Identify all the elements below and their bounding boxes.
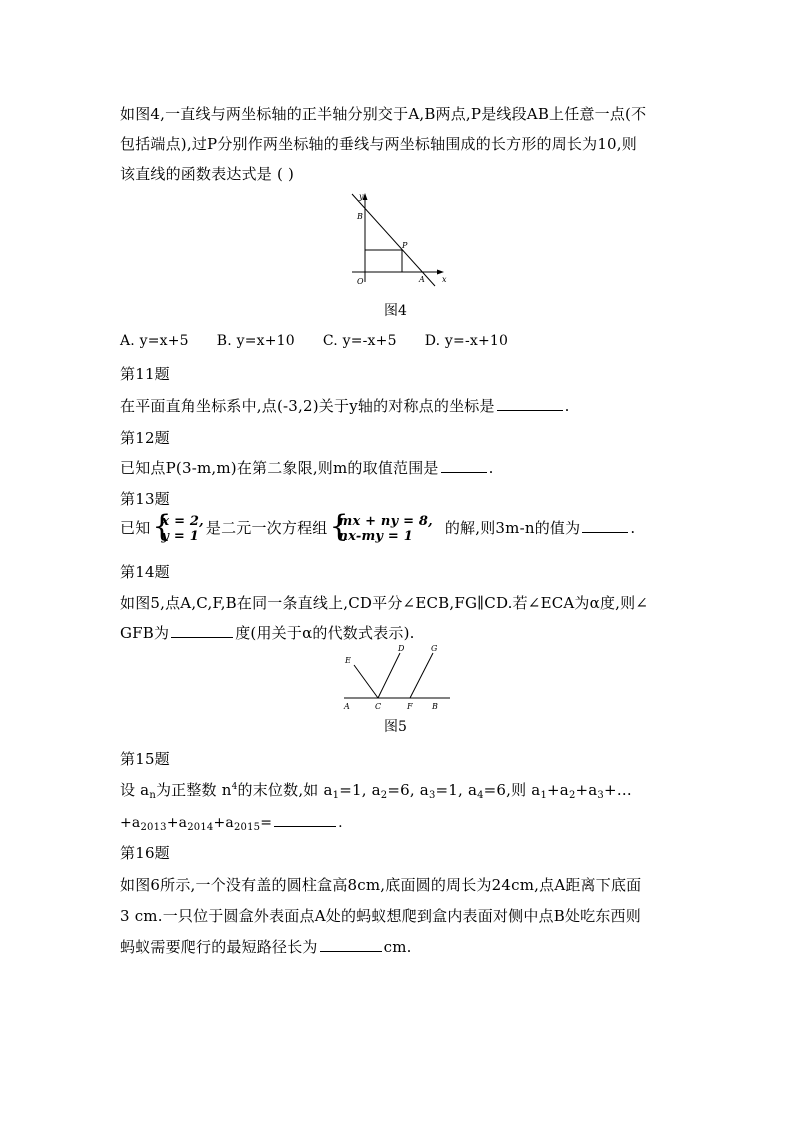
q15-t: 为正整数 n <box>155 781 232 799</box>
answer-blank <box>441 458 487 473</box>
q10-line-3: 该直线的函数表达式是 ( ) <box>120 165 295 183</box>
fig4-label-y: y <box>359 192 364 201</box>
brace-icon: { <box>329 509 349 544</box>
q15-sub-n: n <box>149 790 156 801</box>
system-2 <box>329 509 433 544</box>
q11-end: . <box>564 397 570 415</box>
fig4-label-a: A <box>419 275 425 284</box>
option-c: C. y=-x+5 <box>322 333 397 349</box>
q15-t: =1, a <box>435 781 478 799</box>
q15-sub: 2 <box>568 790 576 801</box>
q13-text <box>120 509 636 544</box>
q12-end: . <box>488 459 494 477</box>
q11-header: 第11题 <box>120 365 170 383</box>
q15-t: +a <box>120 815 141 831</box>
q15-sup: 4 <box>231 782 238 792</box>
sys2-row1: mx + ny = 8, <box>338 514 433 529</box>
q10-options <box>120 333 508 349</box>
q15-sub: 2014 <box>187 822 214 833</box>
q16-line-3 <box>120 936 412 957</box>
fig4-label-p: P <box>402 241 408 250</box>
q15-t: = <box>260 815 273 831</box>
q16-line-1: 如图6所示,一个没有盖的圆柱盒高8cm,底面圆的周长为24cm,点A距离下底面 <box>120 876 642 894</box>
fig5-label-f: F <box>407 702 413 711</box>
q11-text <box>120 395 570 416</box>
answer-blank <box>171 623 233 638</box>
fig5-label-g: G <box>431 644 438 653</box>
fig4-label-x: x <box>442 275 447 284</box>
q15-t: +a <box>166 815 188 831</box>
answer-blank <box>320 937 382 952</box>
option-b: B. y=x+10 <box>216 333 295 349</box>
figure-4-caption: 图4 <box>384 303 407 319</box>
q12-text <box>120 457 494 478</box>
fig5-label-a: A <box>344 702 350 711</box>
option-d: D. y=-x+10 <box>424 333 509 349</box>
q14-line-1: 如图5,点A,C,F,B在同一条直线上,CD平分∠ECB,FG∥CD.若∠ECA为α度,则∠ <box>120 594 649 612</box>
option-a: A. y=x+5 <box>120 333 189 349</box>
q15-t: =6,则 a <box>483 781 541 799</box>
answer-blank <box>497 396 563 411</box>
figure-5 <box>340 643 455 713</box>
q15-sub: 1 <box>332 790 340 801</box>
q14-line2-pre: GFB为 <box>120 624 170 642</box>
q13-header: 第13题 <box>120 490 170 508</box>
q15-sub: 3 <box>428 790 436 801</box>
answer-blank <box>582 518 628 533</box>
q15-t: +… <box>603 781 632 799</box>
brace-icon: { <box>152 509 172 544</box>
q15-header: 第15题 <box>120 750 170 768</box>
q13-post: 的解,则3m-n的值为 <box>444 519 581 537</box>
q14-header: 第14题 <box>120 563 170 581</box>
q15-t: +a <box>213 815 234 831</box>
figure-5-caption: 图5 <box>384 719 407 735</box>
fig4-label-o: O <box>357 277 364 286</box>
q10-line-2: 包括端点),过P分别作两坐标轴的垂线与两坐标轴围成的长方形的周长为10,则 <box>120 135 637 153</box>
q15-t: +a <box>547 781 569 799</box>
fig5-label-e: E <box>345 656 351 665</box>
q15-sub: 3 <box>597 790 604 801</box>
q15-sub: 4 <box>477 790 484 801</box>
q15-t: 设 a <box>120 781 150 799</box>
q16-header: 第16题 <box>120 844 170 862</box>
q15-t: =1, a <box>339 781 381 799</box>
fig5-label-b: B <box>432 702 438 711</box>
q16-line-2: 3 cm.一只位于圆盒外表面点A处的蚂蚁想爬到盒内表面对侧中点B处吃东西则 <box>120 907 641 925</box>
q15-sub: 1 <box>540 790 548 801</box>
q15-t: 的末位数,如 a <box>237 781 333 799</box>
system-1 <box>152 509 204 544</box>
q10-line-1: 如图4,一直线与两坐标轴的正半轴分别交于A,B两点,P是线段AB上任意一点(不 <box>120 105 647 123</box>
answer-blank <box>274 812 336 827</box>
q12-header: 第12题 <box>120 429 170 447</box>
sys1-row2: y = 1 <box>161 529 199 544</box>
sys2-row2: nx-my = 1 <box>338 529 413 544</box>
q15-line-2 <box>120 812 343 833</box>
fig5-label-c: C <box>375 702 382 711</box>
figure-4 <box>340 190 450 290</box>
q15-sub: 2 <box>380 790 388 801</box>
q15-line-1 <box>120 779 632 801</box>
q12-body: 已知点P(3-m,m)在第二象限,则m的取值范围是 <box>120 459 439 477</box>
q15-t: =6, a <box>387 781 429 799</box>
q15-t: +a <box>575 781 598 799</box>
q13-end: . <box>630 519 636 537</box>
q13-mid: 是二元一次方程组 <box>205 519 328 537</box>
q16-line3-post: cm. <box>383 938 412 956</box>
q11-body: 在平面直角坐标系中,点(-3,2)关于y轴的对称点的坐标是 <box>120 397 495 415</box>
q13-pre: 已知 <box>120 519 151 537</box>
q15-sub: 2013 <box>140 822 167 833</box>
q14-line-2 <box>120 622 415 643</box>
q14-line2-post: 度(用关于α的代数式表示). <box>235 624 415 642</box>
sys1-row1: x = 2, <box>161 514 204 529</box>
q15-sub: 2015 <box>233 822 261 833</box>
fig5-label-d: D <box>398 644 405 653</box>
q16-line3-pre: 蚂蚁需要爬行的最短路径长为 <box>120 938 318 956</box>
q15-end: . <box>338 815 343 831</box>
fig4-label-b: B <box>357 212 363 221</box>
